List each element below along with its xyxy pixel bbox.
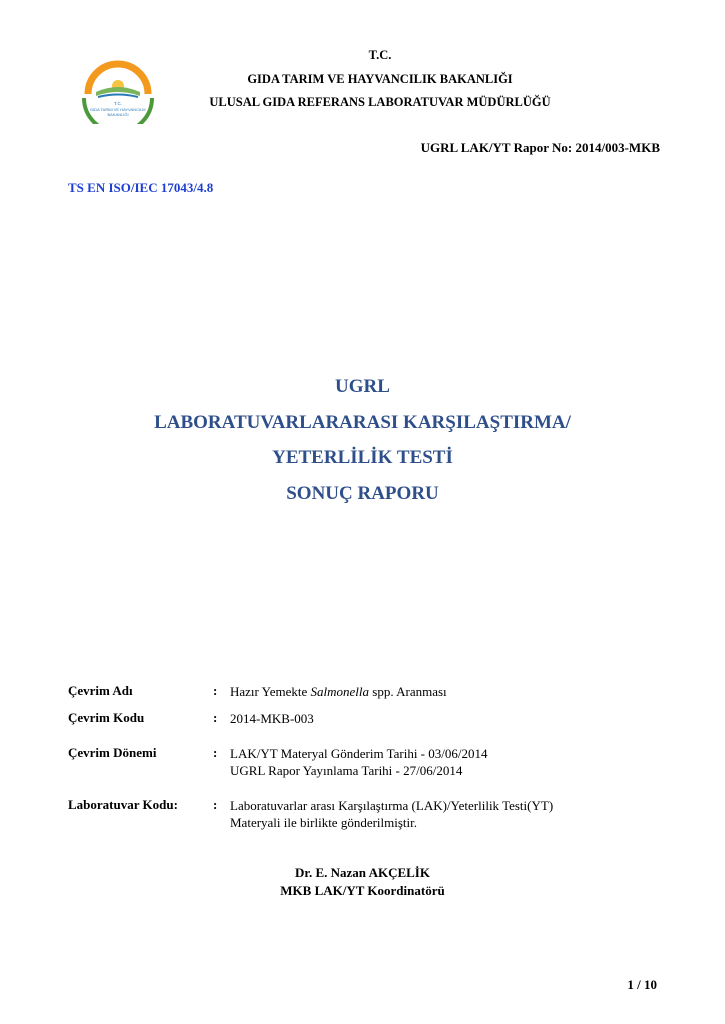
ministry-logo bbox=[78, 52, 158, 124]
title-line-2: LABORATUVARLARARASI KARŞILAŞTIRMA/ bbox=[154, 412, 571, 433]
signature-name: Dr. E. Nazan AKÇELİK bbox=[295, 865, 430, 880]
value-line: UGRL Rapor Yayınlama Tarihi - 27/06/2014 bbox=[230, 763, 463, 778]
logo-text-ministry: GIDA TARIM VE HAYVANCILIK bbox=[89, 107, 147, 112]
header-laboratory: ULUSAL GIDA REFERANS LABORATUVAR MÜDÜRLÜĞÜ bbox=[209, 95, 551, 109]
field-label: Çevrim Dönemi bbox=[68, 745, 157, 760]
field-value bbox=[230, 797, 650, 831]
field-colon: : bbox=[213, 797, 218, 812]
field-label: Laboratuvar Kodu: bbox=[68, 797, 178, 812]
header-tc: T.C. bbox=[368, 48, 392, 62]
field-colon: : bbox=[213, 683, 218, 698]
field-label: Çevrim Kodu bbox=[68, 710, 145, 725]
logo-water-icon bbox=[98, 95, 138, 98]
title-line-1: UGRL bbox=[335, 376, 390, 397]
value-line: Materyali ile birlikte gönderilmiştir. bbox=[230, 815, 418, 830]
value-italic: Salmonella bbox=[310, 684, 370, 699]
report-number: UGRL LAK/YT Rapor No: 2014/003-MKB bbox=[420, 140, 660, 155]
value-part: spp. Aranması bbox=[369, 684, 447, 699]
logo-text-bakanligi: BAKANLIĞI bbox=[107, 112, 129, 117]
value-line: Laboratuvarlar arası Karşılaştırma (LAK)/Yeterlilik Testi(YT) bbox=[230, 798, 554, 813]
standard-reference: TS EN ISO/IEC 17043/4.8 bbox=[68, 180, 214, 195]
field-value: 2014-MKB-003 bbox=[230, 711, 314, 726]
logo-text-tc: T.C. bbox=[113, 101, 123, 106]
value-part: Hazır Yemekte bbox=[230, 684, 311, 699]
field-colon: : bbox=[213, 710, 218, 725]
signature-role: MKB LAK/YT Koordinatörü bbox=[280, 883, 445, 898]
field-value bbox=[230, 683, 650, 700]
title-line-3: YETERLİLİK TESTİ bbox=[272, 447, 453, 468]
field-colon: : bbox=[213, 745, 218, 760]
value-line: LAK/YT Materyal Gönderim Tarihi - 03/06/2014 bbox=[230, 746, 488, 761]
title-line-4: SONUÇ RAPORU bbox=[286, 483, 439, 504]
header-ministry: GIDA TARIM VE HAYVANCILIK BAKANLIĞI bbox=[247, 72, 513, 86]
field-value bbox=[230, 745, 650, 779]
page-number: 1 / 10 bbox=[627, 977, 657, 992]
field-label: Çevrim Adı bbox=[68, 683, 133, 698]
